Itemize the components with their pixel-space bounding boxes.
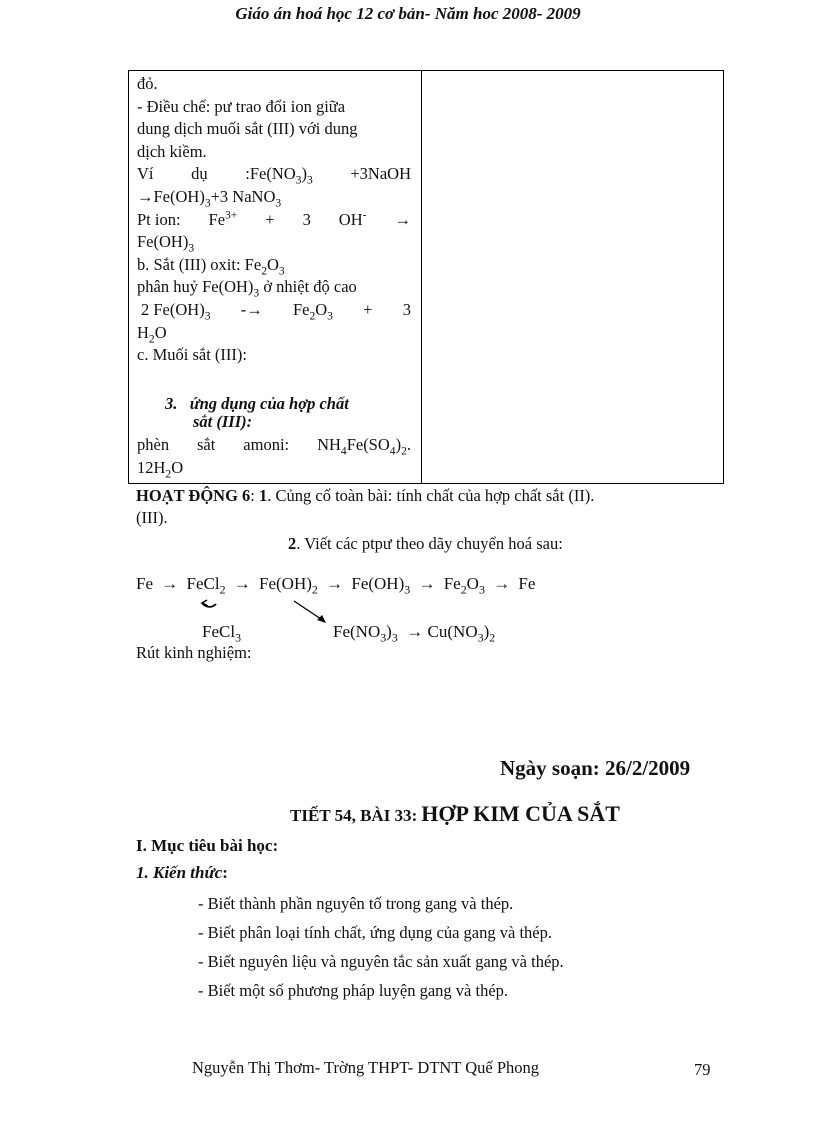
table-line — [137, 254, 411, 277]
activity-line: HOẠT ĐỘNG 6: 1. Củng cố toàn bài: tính chất của hợp chất sắt (II). — [136, 486, 595, 505]
table-line: đỏ. — [137, 74, 158, 93]
subscript: 3 — [327, 310, 333, 323]
arrow-icon: → — [233, 574, 251, 593]
text-run: 2 Fe(OH) — [141, 299, 205, 319]
text-run: phân huỷ Fe(OH) — [137, 277, 254, 297]
text-run: H — [137, 322, 149, 342]
subscript: 3 — [404, 582, 411, 597]
subscript: 2 — [165, 467, 172, 480]
text-run: b. Sắt (III) oxit: Fe — [137, 254, 262, 274]
formula-run — [245, 163, 312, 186]
text-run: sắt — [197, 434, 216, 454]
superscript: - — [362, 209, 367, 222]
activity-label: HOẠT ĐỘNG 6 — [136, 486, 251, 505]
experience-label: Rút kinh nghiệm: — [136, 643, 252, 662]
table-line: c. Muối sắt (III): — [137, 345, 247, 365]
text-run: →Fe(OH) — [137, 186, 205, 206]
table-line — [137, 209, 411, 232]
chain-species: $O_3$ — [466, 574, 485, 597]
page-number: 79 — [694, 1060, 711, 1079]
text-run: ) — [483, 622, 490, 641]
text-run: Fe(NO — [333, 622, 381, 641]
table-line — [137, 322, 411, 345]
text-run: Ví — [137, 164, 154, 184]
table-line — [137, 299, 411, 322]
lesson-name: HỢP KIM CỦA SẮT — [421, 801, 620, 826]
subscript: 2 — [460, 582, 467, 597]
arrow-icon: → — [418, 574, 436, 593]
text-run: Cu(NO — [427, 622, 478, 641]
subscript: 4 — [340, 445, 347, 458]
subscript: 3 — [235, 630, 242, 645]
text-run: : — [222, 863, 228, 882]
subscript: 2 — [148, 332, 155, 345]
subscript: 3 — [275, 197, 282, 210]
subscript: 3 — [278, 265, 285, 278]
table-line — [137, 163, 411, 186]
subscript: 3 — [253, 287, 260, 300]
text-run: Pt ion: — [137, 209, 181, 229]
activity-item-2 — [288, 534, 563, 554]
text-run: Fe — [208, 209, 226, 229]
subscript: 3 — [478, 582, 485, 597]
text-run: :Fe(NO — [245, 164, 296, 184]
page-header: Giáo án hoá học 12 cơ bản- Năm hoc 2008- 2009 — [235, 4, 581, 23]
arrow-icon: → — [493, 574, 511, 593]
text-run: 1. — [136, 863, 149, 882]
subscript: 2 — [219, 582, 226, 597]
text-run: 3. — [165, 393, 178, 413]
text-run: ở nhiệt độ cao — [259, 277, 357, 297]
arrow-icon: → — [161, 574, 179, 593]
lesson-colon: : — [411, 806, 418, 825]
table-line — [137, 96, 411, 119]
table-left-cell — [137, 73, 411, 479]
text-run: phèn — [137, 434, 170, 454]
table-line — [137, 434, 411, 457]
subscript: 3 — [204, 310, 211, 323]
chain-species: $Fe(OH)_2$ — [259, 574, 318, 597]
text-run: ) — [395, 434, 402, 454]
table-line — [137, 231, 411, 254]
table-column-divider — [421, 71, 422, 483]
chain-species: $Fe(OH)_3$ — [351, 574, 411, 597]
table-line — [137, 186, 411, 209]
text-run: Kiến thức — [153, 863, 223, 882]
text-run: ) — [386, 622, 392, 641]
text-run: O — [171, 457, 184, 477]
subscript: 3 — [391, 630, 398, 645]
footer-author: Nguyễn Thị Thơm- Trờng THPT- DTNT Quế Phong — [192, 1058, 540, 1077]
text-run: 12H — [137, 457, 166, 477]
text-run: Fe — [292, 299, 310, 319]
formula-run — [293, 299, 333, 322]
subscript: 3 — [295, 174, 302, 187]
arrow-icon: -→ — [240, 299, 263, 319]
lesson-title — [290, 801, 620, 827]
reaction-chain — [136, 574, 536, 597]
knowledge-heading — [136, 863, 228, 883]
subscript: 2 — [311, 582, 318, 597]
lesson-label: TIẾT 54, BÀI 33 — [290, 806, 412, 825]
subscript: 3 — [188, 242, 195, 255]
formula-run — [317, 434, 411, 457]
subscript: 3 — [477, 630, 484, 645]
table-line: dung dịch muối sắt (III) với dung — [137, 119, 358, 139]
chain-species: FeCl$_2$ — [186, 574, 226, 597]
chain-species: Fe — [518, 574, 536, 593]
activity-item-number: 2 — [288, 534, 297, 553]
formula-run — [339, 209, 367, 232]
subscript: 3 — [306, 174, 313, 187]
text-run: 3 — [402, 299, 411, 319]
text-run: O — [315, 299, 328, 319]
subscript: 3 — [204, 197, 211, 210]
chain-species: $Fe_2$ — [443, 574, 467, 597]
table-line: dịch kiềm. — [137, 141, 207, 161]
subscript: 3 — [380, 630, 387, 645]
subscript: 2 — [489, 630, 496, 645]
text-run: FeCl — [202, 622, 236, 641]
text-run: + — [265, 209, 275, 229]
text-run: . — [406, 434, 411, 454]
arrow-icon: → — [394, 209, 411, 229]
lesson-table — [128, 70, 724, 484]
activity-item-number: 1 — [259, 486, 268, 505]
text-run: - Điều chế: pư trao đổi ion giữa — [137, 96, 346, 116]
text-run: OH — [338, 209, 363, 229]
arrow-icon: → — [326, 574, 344, 593]
subscript: 2 — [401, 445, 407, 458]
text-run: +3NaOH — [350, 164, 411, 184]
text-run: ứng dụng của hợp chất — [189, 393, 349, 413]
text-run: ) — [301, 164, 307, 184]
chain-fecl3 — [202, 622, 242, 645]
formula-run — [141, 299, 210, 322]
table-line — [137, 457, 411, 480]
table-line — [137, 276, 411, 299]
arrow-icon — [317, 615, 326, 623]
objective-item: - Biết thành phần nguyên tố trong gang và thép. — [198, 894, 514, 913]
text-run: O — [266, 254, 279, 274]
subscript: 2 — [261, 265, 267, 278]
text-run: O — [154, 322, 167, 342]
subscript: 2 — [309, 310, 316, 323]
text-run: Fe(SO — [346, 434, 390, 454]
text-run: Fe(OH) — [137, 232, 189, 252]
formula-run — [209, 209, 238, 232]
text-run: +3 NaNO — [210, 186, 276, 206]
objective-item: - Biết nguyên liệu và nguyên tắc sản xuất gang và thép. — [198, 952, 564, 971]
objective-item: - Biết một số phương pháp luyện gang và thép. — [198, 981, 509, 1000]
text-run: NH — [317, 434, 341, 454]
activity-item-text: . Viết các ptpư theo dãy chuyển hoá sau: — [296, 534, 563, 553]
text-run: amoni: — [243, 434, 290, 454]
arrow-icon: → — [406, 622, 424, 641]
objective-item: - Biết phân loại tính chất, ứng dụng của gang và thép. — [198, 923, 552, 942]
activity-item-text: . Củng cố toàn bài: tính chất của hợp chất sắt (II). — [267, 486, 595, 505]
text-run: + — [363, 299, 373, 319]
subscript: 4 — [389, 445, 396, 458]
prep-date: Ngày soạn: 26/2/2009 — [500, 756, 691, 780]
chain-species: Fe — [136, 574, 153, 593]
text-run: 3 — [302, 209, 311, 229]
table-line: sắt (III): — [193, 412, 253, 432]
text-run: dụ — [191, 164, 208, 184]
chain-feno3 — [333, 622, 496, 645]
spacer — [137, 367, 411, 393]
objectives-heading: I. Mục tiêu bài học: — [136, 836, 279, 855]
activity-line-continued: (III). — [136, 508, 168, 527]
superscript: 3+ — [225, 209, 238, 222]
